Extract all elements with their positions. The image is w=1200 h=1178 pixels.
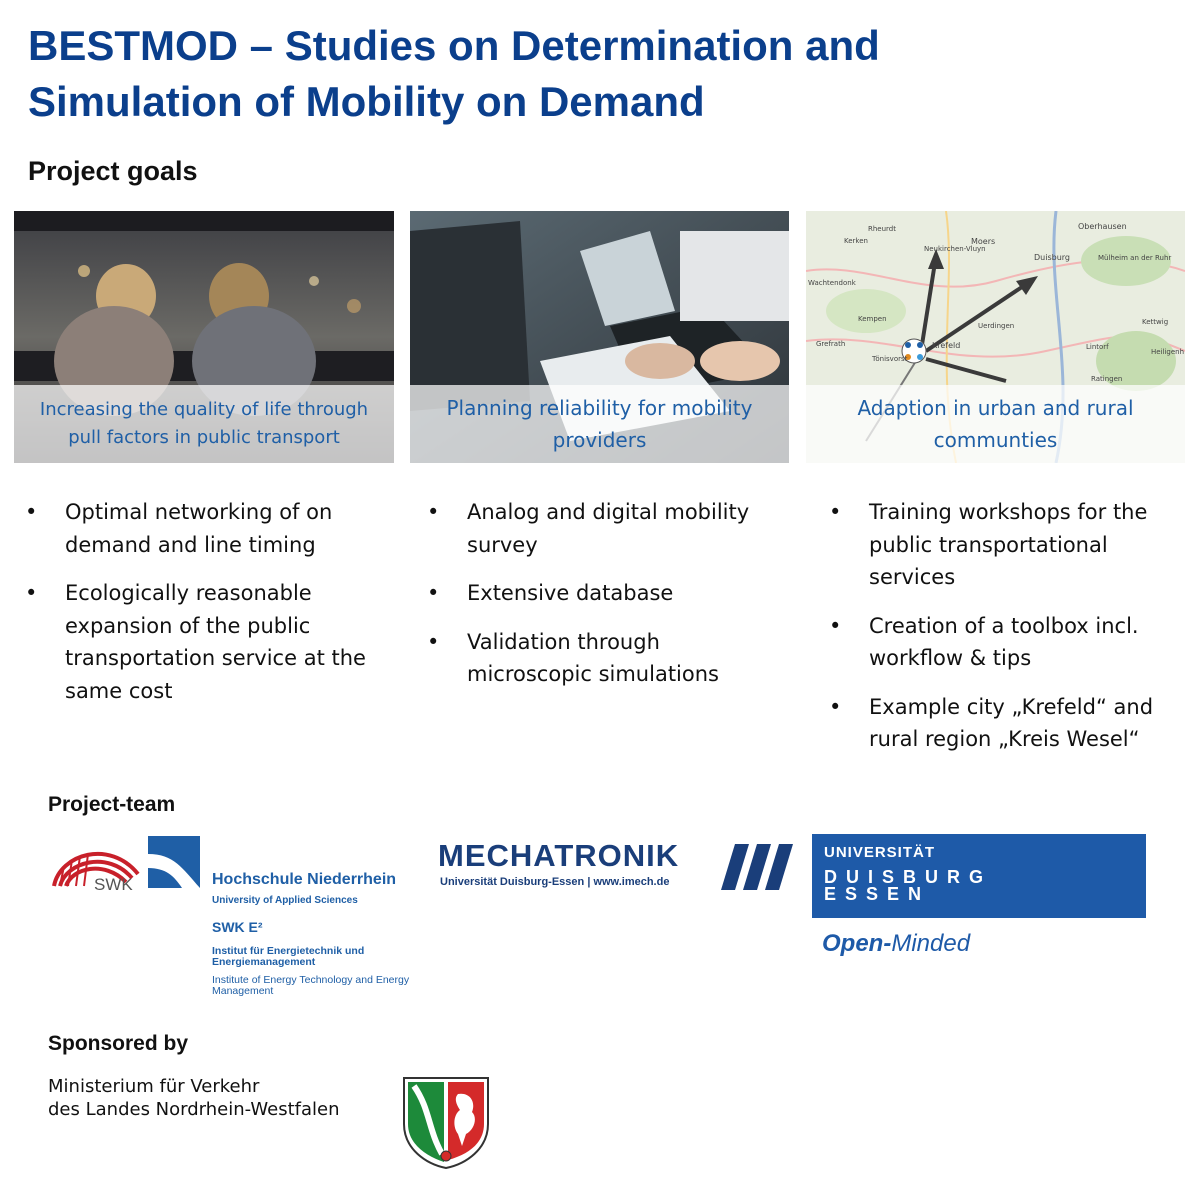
map-label: Krefeld: [932, 341, 961, 350]
nrw-crest-icon: [400, 1074, 492, 1170]
hsn-subtitle: University of Applied Sciences: [212, 895, 358, 906]
bullet-item: • Example city „Krefeld“ and rural region „Kreis Wesel“: [829, 691, 1179, 756]
hochschule-niederrhein-logo: [148, 836, 418, 1006]
map-label: Ratingen: [1091, 375, 1123, 383]
hsn-mark-icon: [148, 836, 200, 888]
mechatronik-slashes-icon: [721, 844, 793, 890]
bullet-item: • Validation through microscopic simulations: [427, 626, 777, 691]
bullet-item: • Creation of a toolbox incl. workflow & tips: [829, 610, 1179, 675]
map-label: Neukirchen-Vluyn: [924, 245, 986, 253]
mechatronik-name: MECHATRONIK: [438, 838, 680, 873]
map-label: Kempen: [858, 315, 887, 323]
swk-label: SWK: [94, 875, 133, 894]
hsn-name: Hochschule Niederrhein: [212, 871, 397, 888]
ude-motto-minded: Minded: [891, 930, 971, 957]
map-label: Lintorf: [1086, 343, 1109, 351]
map-label: Uerdingen: [978, 322, 1015, 330]
project-goals-heading: Project goals: [28, 156, 198, 186]
goal-card-quality-of-life: [14, 211, 394, 463]
swk-arcs-icon: [50, 834, 150, 894]
ude-universitaet: UNIVERSITÄT: [824, 844, 936, 861]
goal-card-urban-rural: [806, 211, 1185, 463]
map-label: Heiligenh: [1151, 348, 1185, 356]
map-label: Kerken: [844, 237, 868, 245]
map-label: Wachtendonk: [808, 279, 856, 287]
goal-bullets-column-2: [427, 496, 777, 707]
title-line-1: BESTMOD – Studies on Determination and: [28, 22, 880, 69]
map-label: Rheurdt: [868, 225, 896, 233]
uni-duisburg-essen-logo: [812, 834, 1146, 918]
ude-motto-open: Open-: [822, 930, 892, 957]
ude-duisburg: DUISBURG: [824, 867, 993, 887]
goal-caption: Planning reliability for mobility providers: [410, 385, 789, 463]
ude-motto: [822, 930, 970, 958]
ministry-line-1: Ministerium für Verkehr: [48, 1076, 260, 1097]
mechatronik-subtitle: Universität Duisburg-Essen | www.imech.de: [440, 876, 670, 888]
project-team-heading: Project-team: [48, 793, 176, 816]
hsn-institute-en: Institute of Energy Technology and Energy Management: [212, 974, 410, 997]
hsn-e2: SWK E²: [212, 919, 263, 935]
bullet-item: • Analog and digital mobility survey: [427, 496, 777, 561]
ministry-name: [48, 1075, 340, 1121]
hsn-institute-de: Institut für Energietechnik und Energiemanagement: [212, 945, 365, 968]
ude-essen: ESSEN: [824, 884, 931, 904]
map-label: Grefrath: [816, 340, 846, 348]
mechatronik-logo: [438, 838, 798, 898]
goal-card-planning-reliability: [410, 211, 789, 463]
ministry-line-2: des Landes Nordrhein-Westfalen: [48, 1099, 340, 1120]
goal-bullets-column-1: [25, 496, 375, 723]
bullet-item: • Ecologically reasonable expansion of the public transportation service at the same cost: [25, 577, 375, 707]
map-label: Duisburg: [1034, 253, 1070, 262]
title-line-2: Simulation of Mobility on Demand: [28, 78, 705, 125]
map-label: Kettwig: [1142, 318, 1169, 326]
sponsored-by-heading: Sponsored by: [48, 1032, 189, 1055]
page-title: [28, 18, 1178, 130]
goal-bullets-column-3: [829, 496, 1179, 772]
bullet-item: • Optimal networking of on demand and line timing: [25, 496, 375, 561]
map-label: Mülheim an der Ruhr: [1098, 254, 1172, 262]
map-label: Moers: [971, 237, 996, 246]
bullet-item: • Training workshops for the public transportational services: [829, 496, 1179, 594]
goal-caption: Adaption in urban and rural communties: [806, 385, 1185, 463]
map-label: Oberhausen: [1078, 222, 1127, 231]
bullet-item: • Extensive database: [427, 577, 777, 610]
goal-caption: Increasing the quality of life through pull factors in public transport: [14, 385, 394, 463]
map-label: Tönisvorst: [872, 355, 908, 363]
swk-logo: [50, 834, 150, 894]
